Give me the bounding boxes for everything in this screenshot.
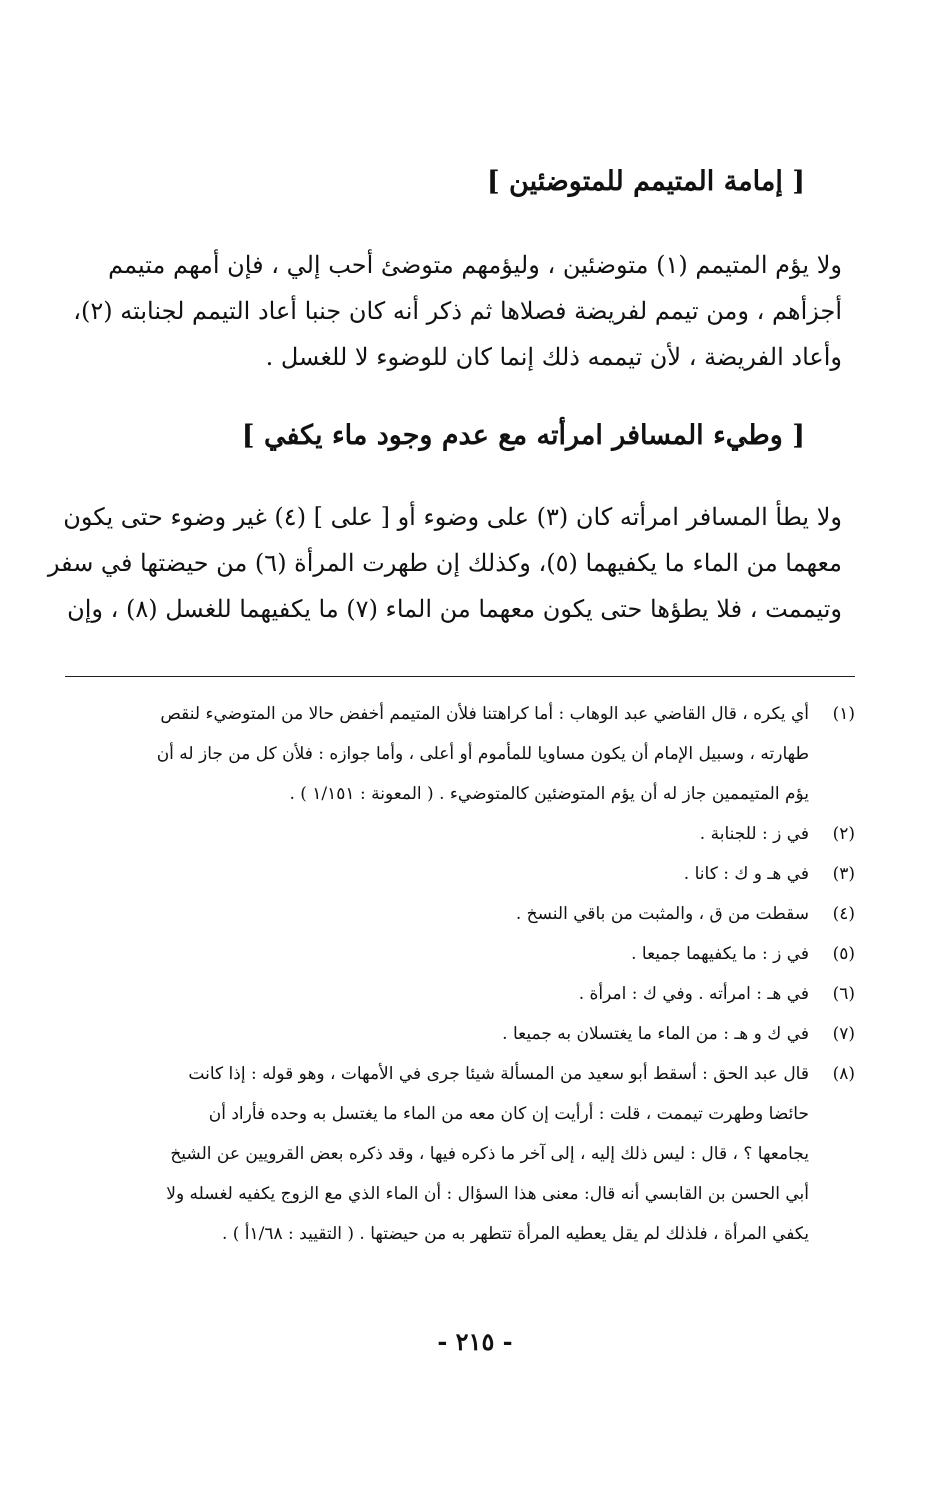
footnote-line: سقطت من ق ، والمثبت من باقي النسخ . xyxy=(515,904,809,924)
footnote-8 xyxy=(65,1054,855,1254)
footnote-line: أبي الحسن بن القابسي أنه قال: معنى هذا السؤال : أن الماء الذي مع الزوج يكفيه لغسله ولا xyxy=(166,1184,809,1204)
footnote-4 xyxy=(65,894,855,934)
paragraph-line: ولا يؤم المتيمم (١) متوضئين ، وليؤمهم متوضئ أحب إلي ، فإن أمهم متيمم xyxy=(108,251,842,279)
paragraph-line: معهما من الماء ما يكفيهما (٥)، وكذلك إن طهرت المرأة (٦) من حيضتها في سفر xyxy=(47,549,842,577)
footnote-separator xyxy=(65,676,855,677)
section-heading-wat-almusafir: [ وطيء المسافر امرأته مع عدم وجود ماء يكفي ] xyxy=(241,420,805,451)
footnote-line: حائضا وطهرت تيممت ، قلت : أرأيت إن كان معه من الماء ما يغتسل به وحده فأراد أن xyxy=(208,1104,809,1124)
paragraph-line: وتيممت ، فلا يطؤها حتى يكون معهما من الماء (٧) ما يكفيهما للغسل (٨) ، وإن xyxy=(67,595,842,623)
section-heading-imamat-mutayammim: [ إمامة المتيمم للمتوضئين ] xyxy=(486,166,805,197)
footnote-number: (٤) xyxy=(832,904,855,924)
paragraph-line: أجزأهم ، ومن تيمم لفريضة فصلاها ثم ذكر أنه كان جنبا أعاد التيمم لجنابته (٢)، xyxy=(73,297,842,325)
footnote-line: أي يكره ، قال القاضي عبد الوهاب : أما كراهتنا فلأن المتيمم أخفض حالا من المتوضيء لنقص xyxy=(160,704,809,724)
footnote-line: يكفي المرأة ، فلذلك لم يقل يعطيه المرأة تتطهر به من حيضتها . ( التقييد : ١/٦٨أ ) . xyxy=(221,1224,809,1244)
paragraph-line: ولا يطأ المسافر امرأته كان (٣) على وضوء أو [ على ] (٤) غير وضوء حتى يكون xyxy=(63,503,842,531)
paragraph-imamat xyxy=(73,242,842,380)
footnote-number: (٨) xyxy=(832,1064,855,1084)
footnote-6 xyxy=(65,974,855,1014)
footnote-number: (٧) xyxy=(832,1024,855,1044)
footnotes xyxy=(65,694,855,1254)
footnote-number: (١) xyxy=(832,704,855,724)
footnote-number: (٥) xyxy=(832,944,855,964)
footnote-line: في هـ : امرأته . وفي ك : امرأة . xyxy=(578,984,809,1004)
footnote-line: طهارته ، وسبيل الإمام أن يكون مساويا للمأموم أو أعلى ، وأما جوازه : فلأن كل من جاز له أن xyxy=(156,744,809,764)
footnote-line: قال عبد الحق : أسقط أبو سعيد من المسألة شيئا جرى في الأمهات ، وهو قوله : إذا كانت xyxy=(188,1064,809,1084)
paragraph-wat xyxy=(47,494,842,632)
footnote-line: في ز : ما يكفيهما جميعا . xyxy=(631,944,809,964)
footnote-5 xyxy=(65,934,855,974)
footnote-line: في هـ و ك : كانا . xyxy=(683,864,809,884)
footnote-line: يؤم المتيممين جاز له أن يؤم المتوضئين كالمتوضيء . ( المعونة : ١/١٥١ ) . xyxy=(289,784,809,804)
footnote-number: (٦) xyxy=(832,984,855,1004)
footnote-number: (٢) xyxy=(832,824,855,844)
page-number: - ٢١٥ - xyxy=(437,1327,513,1356)
footnote-number: (٣) xyxy=(832,864,855,884)
footnote-1 xyxy=(65,694,855,814)
footnote-7 xyxy=(65,1014,855,1054)
footnote-3 xyxy=(65,854,855,894)
footnote-line: يجامعها ؟ ، قال : ليس ذلك إليه ، إلى آخر ما ذكره فيها ، وقد ذكره بعض القرويين عن الشيخ xyxy=(170,1144,809,1164)
footnote-line: في ك و هـ : من الماء ما يغتسلان به جميعا . xyxy=(502,1024,809,1044)
paragraph-line: وأعاد الفريضة ، لأن تيممه ذلك إنما كان للوضوء لا للغسل . xyxy=(265,343,842,371)
footnote-2 xyxy=(65,814,855,854)
footnote-line: في ز : للجنابة . xyxy=(699,824,809,844)
